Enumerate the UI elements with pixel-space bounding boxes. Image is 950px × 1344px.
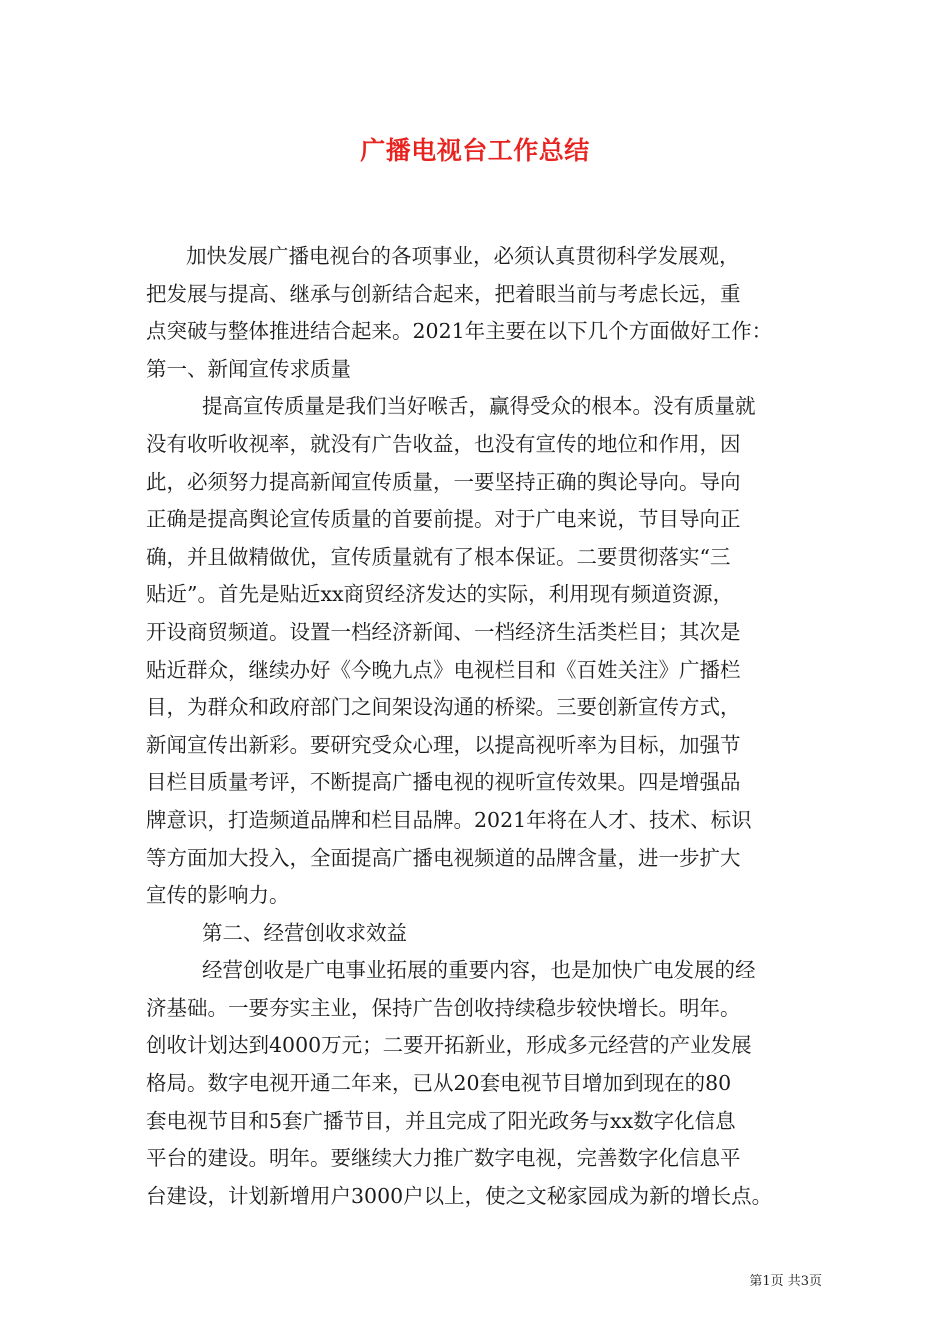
document-body (146, 238, 821, 1215)
document-title: 广播电视台工作总结 (360, 136, 590, 165)
paragraph-line: 济基础。一要夯实主业，保持广告创收持续稳步较快增长。明年。 (146, 995, 741, 1020)
paragraph-line: 牌意识，打造频道品牌和栏目品牌。2021年将在人才、技术、标识 (146, 807, 752, 832)
paragraph-line: 等方面加大投入，全面提高广播电视频道的品牌含量，进一步扩大 (146, 845, 741, 870)
paragraph-line: 开设商贸频道。设置一档经济新闻、一档经济生活类栏目；其次是 (146, 619, 741, 644)
paragraph-line: 新闻宣传出新彩。要研究受众心理，以提高视听率为目标，加强节 (146, 732, 741, 757)
paragraph-line: 确，并且做精做优，宣传质量就有了根本保证。二要贯彻落实“三 (146, 544, 731, 569)
paragraph-line: 正确是提高舆论宣传质量的首要前提。对于广电来说，节目导向正 (146, 507, 741, 532)
paragraph-line: 贴近”。首先是贴近xx商贸经济发达的实际，利用现有频道资源， (146, 582, 734, 607)
paragraph-line: 加快发展广播电视台的各项事业，必须认真贯彻科学发展观， (186, 244, 740, 268)
paragraph-line: 台建设，计划新增用户3000户以上，使之文秘家园成为新的增长点。 (146, 1183, 773, 1208)
paragraph-line: 宣传的影响力。 (146, 883, 290, 908)
paragraph-line: 此，必须努力提高新闻宣传质量，一要坚持正确的舆论导向。导向 (146, 469, 741, 494)
paragraph-line: 目，为群众和政府部门之间架设沟通的桥梁。三要创新宣传方式， (146, 695, 741, 720)
paragraph-line: 把发展与提高、继承与创新结合起来，把着眼当前与考虑长远，重 (146, 281, 741, 306)
paragraph-line: 格局。数字电视开通二年来，已从20套电视节目增加到现在的80 (146, 1071, 732, 1096)
page-number: 第1页 共3页 (749, 1274, 822, 1289)
paragraph-line: 创收计划达到4000万元；二要开拓新业，形成多元经营的产业发展 (146, 1033, 752, 1058)
paragraph-line: 贴近群众，继续办好《今晚九点》电视栏目和《百姓关注》广播栏 (146, 657, 741, 682)
section-heading: 第二、经营创收求效益 (202, 920, 407, 945)
paragraph-line: 点突破与整体推进结合起来。2021年主要在以下几个方面做好工作： (146, 319, 773, 344)
paragraph-line: 平台的建设。明年。要继续大力推广数字电视，完善数字化信息平 (146, 1146, 741, 1171)
paragraph-line: 提高宣传质量是我们当好喉舌，赢得受众的根本。没有质量就 (202, 394, 756, 419)
paragraph-line: 目栏目质量考评，不断提高广播电视的视听宣传效果。四是增强品 (146, 770, 741, 795)
paragraph-line: 经营创收是广电事业拓展的重要内容，也是加快广电发展的经 (202, 958, 756, 983)
paragraph-line: 没有收听收视率，就没有广告收益，也没有宣传的地位和作用，因 (146, 431, 741, 456)
paragraph-line: 套电视节目和5套广播节目，并且完成了阳光政务与xx数字化信息 (146, 1108, 736, 1133)
section-heading: 第一、新闻宣传求质量 (146, 356, 351, 381)
